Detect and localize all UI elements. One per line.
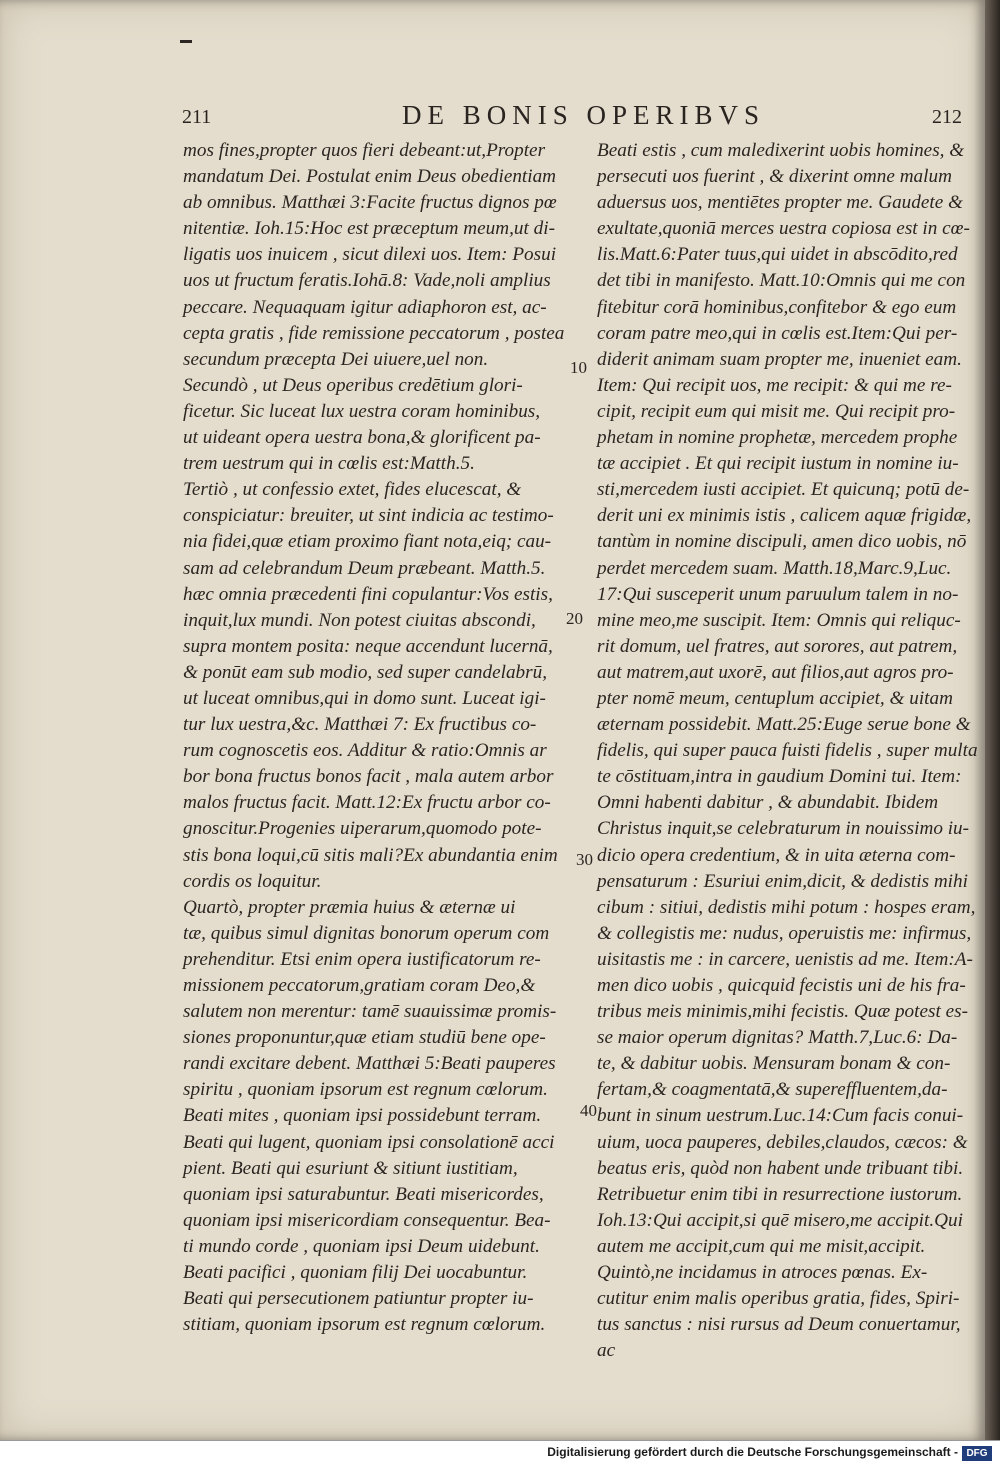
funding-notice: Digitalisierung gefördert durch die Deutsche Forschungsgemeinschaft - <box>547 1445 958 1459</box>
page-mark <box>180 40 192 43</box>
text-line: dicio opera credentium, & in uita æterna com- <box>597 844 956 866</box>
text-line: fertam,& coagmentatā,& supereffluentem,da- <box>597 1079 948 1101</box>
text-line: conspiciatur: breuiter, ut sint indicia ac testimo- <box>183 505 554 527</box>
text-line: Tertiò , ut confessio extet, fides elucescat, & <box>183 479 522 501</box>
right-text-column <box>597 138 978 1364</box>
text-line: Secundò , ut Deus operibus credētium glori- <box>183 374 523 396</box>
text-line: missionem peccatorum,gratiam coram Deo,& <box>183 975 536 996</box>
text-line: beatus eris, quòd non habent unde tribuant tibi. <box>597 1157 964 1179</box>
text-line: 17:Qui susceperit unum paruulum talem in no- <box>597 583 959 605</box>
text-line: tur lux uestra,&c. Matthæi 7: Ex fructibus co- <box>183 714 537 736</box>
text-line: se maior operum dignitas? Matth.7,Luc.6: Da- <box>597 1027 958 1049</box>
text-line: Quintò,ne incidamus in atroces pœnas. Ex- <box>597 1262 928 1284</box>
digitization-footer <box>0 1440 1000 1467</box>
line-number-20: 20 <box>566 609 583 628</box>
text-line: det tibi in manifesto. Matt.10:Omnis qui me con <box>597 270 966 292</box>
text-line: ac <box>597 1340 616 1362</box>
text-line: Beati qui lugent, quoniam ipsi consolationē acci <box>183 1131 555 1153</box>
text-line: exultate,quoniā merces uestra copiosa est in cœ- <box>597 218 970 240</box>
text-line: secundum præcepta Dei uiuere,uel non. <box>183 348 489 370</box>
dfg-logo: DFG <box>962 1446 992 1461</box>
text-line: Beati qui persecutionem patiuntur propter iu- <box>183 1288 534 1310</box>
text-line: te cōstituam,intra in gaudium Domini tui. Item: <box>597 766 962 788</box>
text-line: men dico uobis , quicquid fecistis uni de his fra- <box>597 975 966 996</box>
text-line: ti mundo corde , quoniam ipsi Deum uidebunt. <box>183 1235 540 1257</box>
text-line: tæ accipiet . Et qui recipit iustum in nomine iu- <box>597 453 959 475</box>
text-line: mandatum Dei. Postulat enim Deus obedientiam <box>183 166 557 188</box>
text-line: diderit animam suam propter me, inueniet eam. <box>597 348 962 370</box>
text-line: bor bona fructus bonos facit , mala autem arbor <box>183 766 554 788</box>
text-line: sti,mercedem iusti accipiet. Et quicunq; potū de- <box>597 479 970 501</box>
text-line: peccare. Nequaquam igitur adiaphoron est, ac- <box>183 296 547 318</box>
text-line: cipit, recipit eum qui misit me. Qui recipit pro- <box>597 400 956 422</box>
text-line: lis.Matt.6:Pater tuus,qui uidet in abscōdito,red <box>597 244 958 266</box>
text-line: phetam in nomine prophetæ, mercedem prophe <box>597 427 958 449</box>
running-header <box>170 100 970 136</box>
line-number-30: 30 <box>576 850 593 869</box>
text-line: persecuti uos fuerint , & dixerint omne malum <box>597 166 952 188</box>
text-line: quoniam ipsi misericordiam consequentur. Bea- <box>183 1209 551 1231</box>
text-line: æternam possidebit. Matt.25:Euge serue bone & <box>597 714 971 736</box>
line-number-40: 40 <box>580 1101 597 1120</box>
text-line: uos ut fructum feratis.Iohā.8: Vade,noli amplius <box>183 270 551 292</box>
text-line: inquit,lux mundi. Non potest ciuitas abscondi, <box>183 609 536 631</box>
text-line: supra montem posita: neque accendunt lucernā, <box>183 635 553 657</box>
text-line: tantùm in nomine discipuli, amen dico uobis, nō <box>597 531 967 553</box>
text-line: pensaturum : Esuriui enim,dicit, & dedistis mihi <box>597 870 968 892</box>
text-line: Item: Qui recipit uos, me recipit: & qui me re- <box>597 374 952 396</box>
book-binding-edge <box>985 0 1000 1440</box>
text-line: ut luceat omnibus,qui in domo sunt. Luceat igi- <box>183 687 546 709</box>
text-line: uisitastis me : in carcere, uenistis ad me. Item:A- <box>597 948 973 970</box>
text-line: autem me accipit,cum qui me misit,accipit. <box>597 1235 926 1257</box>
text-line: mine meo,me suscipit. Item: Omnis qui reliquc- <box>597 609 961 631</box>
text-line: cepta gratis , fide remissione peccatorum , postea <box>183 322 565 344</box>
text-line: tus sanctus : nisi rursus ad Deum conuertamur, <box>597 1314 961 1336</box>
left-page-number: 211 <box>182 106 212 128</box>
text-line: fitebitur corā hominibus,confitebor & ego eum <box>597 296 957 318</box>
text-line: bunt in sinum uestrum.Luc.14:Cum facis conui- <box>597 1105 964 1127</box>
text-line: te, & dabitur uobis. Mensuram bonam & con- <box>597 1053 951 1075</box>
text-line: ficetur. Sic luceat lux uestra coram hominibus, <box>183 400 541 422</box>
text-line: tæ, quibus simul dignitas bonorum operum com <box>183 922 550 944</box>
text-line: fidelis, qui super pauca fuisti fidelis , super multa <box>597 740 978 762</box>
running-title: DE BONIS OPERIBVS <box>402 100 766 130</box>
text-line: aduersus uos, mentiētes propter me. Gaudete & <box>597 192 963 214</box>
text-line: pter nomē meum, centuplum accipiet, & uitam <box>597 687 953 709</box>
text-line: rum cognoscetis eos. Additur & ratio:Omnis ar <box>183 740 547 762</box>
text-line: stitiam, quoniam ipsorum est regnum cœlorum. <box>183 1314 546 1336</box>
text-line: ligatis uos inuicem , sicut dilexi uos. Item: Posui <box>183 244 557 266</box>
text-line: derit uni ex minimis istis , calicem aquæ frigidæ, <box>597 505 972 527</box>
text-line: siones proponuntur,quæ etiam studiū bene ope- <box>183 1027 546 1049</box>
text-line: stis bona loqui,cū sitis mali?Ex abundantia enim <box>183 844 558 866</box>
text-line: perdet mercedem suam. Matth.18,Marc.9,Luc. <box>597 557 952 579</box>
text-line: coram patre meo,qui in cœlis est.Item:Qui per- <box>597 322 958 344</box>
text-line: malos fructus facit. Matt.12:Ex fructu arbor co- <box>183 792 551 814</box>
text-line: Omni habenti dabitur , & abundabit. Ibidem <box>597 792 939 814</box>
text-line: salutem non merentur: tamē suauissimæ promis- <box>183 1001 557 1023</box>
text-line: nia fidei,quæ etiam proximo fiant nota,eiq; cau- <box>183 531 552 553</box>
text-line: spiritu , quoniam ipsorum est regnum cœlorum. <box>183 1079 548 1101</box>
text-line: ut uideant opera uestra bona,& glorificent pa- <box>183 427 541 449</box>
text-line: uium, uoca pauperes, debiles,claudos, cæcos: & <box>597 1131 968 1153</box>
text-line: cibum : sitiui, dedistis mihi potum : hospes eram, <box>597 896 976 918</box>
text-line: cutitur enim malis operibus gratia, fides, Spiri- <box>597 1288 960 1310</box>
text-line: pient. Beati qui esuriunt & sitiunt iustitiam, <box>183 1157 518 1179</box>
text-line: & collegistis me: nudus, operuistis me: infirmus, <box>597 922 972 944</box>
text-line: tribus meis minimis,mihi fecistis. Quæ potest es- <box>597 1001 968 1023</box>
text-line: randi excitare debent. Matthæi 5:Beati pauperes <box>183 1053 556 1075</box>
text-line: cordis os loquitur. <box>183 870 322 892</box>
text-line: Quartò, propter præmia huius & æternæ ui <box>183 896 516 918</box>
text-line: rit domum, uel fratres, aut sorores, aut patrem, <box>597 635 958 657</box>
text-line: hæc omnia præcedenti fini copulantur:Vos estis, <box>183 583 553 605</box>
text-line: mos fines,propter quos fieri debeant:ut,Propter <box>183 140 546 161</box>
left-text-column <box>183 138 578 1338</box>
text-line: aut matrem,aut uxorē, aut filios,aut agros pro- <box>597 661 954 683</box>
text-line: gnoscitur.Progenies uiperarum,quomodo pote- <box>183 818 542 840</box>
text-line: Beati estis , cum maledixerint uobis homines, & <box>597 140 965 161</box>
text-line: Beati pacifici , quoniam filij Dei uocabuntur. <box>183 1262 528 1284</box>
text-line: Retribuetur enim tibi in resurrectione iustorum. <box>597 1183 963 1205</box>
line-number-10: 10 <box>570 358 587 377</box>
text-line: & ponūt eam sub modio, sed super candelabrū, <box>183 661 548 683</box>
text-line: prehenditur. Etsi enim opera iustificatorum re- <box>183 948 541 970</box>
text-line: sam ad celebrandum Deum præbeant. Matth.5. <box>183 557 546 579</box>
text-line: Beati mites , quoniam ipsi possidebunt terram. <box>183 1105 542 1127</box>
text-line: nitentiæ. Ioh.15:Hoc est præceptum meum,ut di- <box>183 218 555 240</box>
text-line: ab omnibus. Matthæi 3:Facite fructus dignos pœ <box>183 192 557 214</box>
text-line: quoniam ipsi saturabuntur. Beati misericordes, <box>183 1183 544 1205</box>
text-line: Ioh.13:Qui accipit,si quē misero,me accipit.Qui <box>597 1209 963 1231</box>
text-line: Christus inquit,se celebraturum in nouissimo iu- <box>597 818 970 840</box>
right-page-number: 212 <box>932 106 962 128</box>
text-line: trem uestrum qui in cœlis est:Matth.5. <box>183 453 475 475</box>
